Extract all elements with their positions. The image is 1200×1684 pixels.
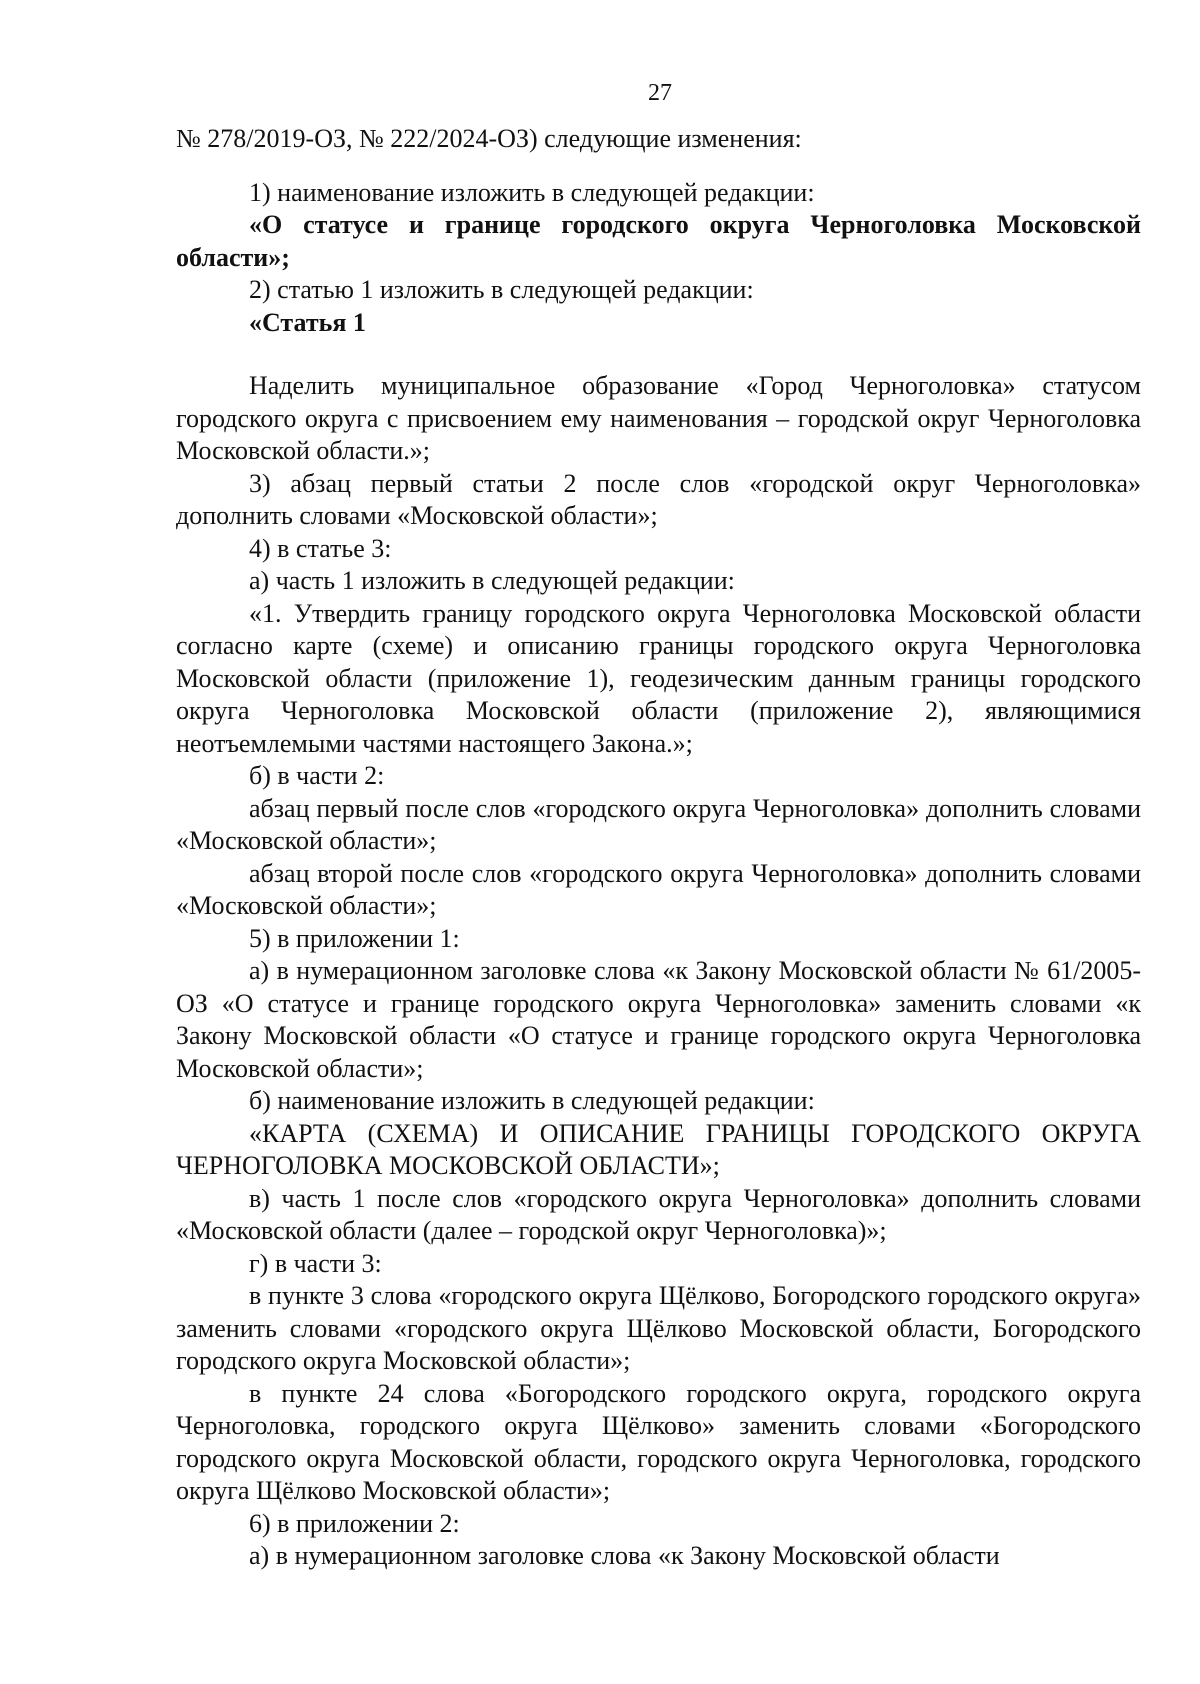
item-4b: б) в части 2: [249, 761, 385, 790]
item-4a-text: «1. Утвердить границу городского округа Черноголовка Московской области согласно карте (схеме) и описанию границы городского округа Черноголовка Московской области (приложение 1), геодезическим данным границы городского округа Черноголовка Московской области (приложение 2), являющимися неотъемлемыми частями настоящего Закона.»; [176, 598, 1141, 758]
new-title: «О статусе и границе городского округа Черноголовка Московской области»; [176, 210, 1141, 272]
item-5: 5) в приложении 1: [249, 923, 460, 953]
item-3: 3) абзац первый статьи 2 после слов «городской округ Черноголовка» дополнить словами «Московской области»; [176, 468, 1141, 530]
item-5g-point-3: в пункте 3 слова «городского округа Щёлково, Богородского городского округа» заменить словами «городского округа Щёлково Московской области, Богородского городского округа Московской области»; [176, 1281, 1141, 1375]
item-4b-first: абзац первый после слов «городского округа Черноголовка» дополнить словами «Московской области»; [176, 793, 1141, 855]
item-5b-text: «КАРТА (СХЕМА) И ОПИСАНИЕ ГРАНИЦЫ ГОРОДСКОГО ОКРУГА ЧЕРНОГОЛОВКА МОСКОВСКОЙ ОБЛАСТИ»; [176, 1118, 1141, 1180]
item-4b-second: абзац второй после слов «городского округа Черноголовка» дополнить словами «Московской области»; [176, 858, 1141, 920]
item-6a: а) в нумерационном заголовке слова «к Закону Московской области [249, 1541, 1000, 1570]
page-number: 27 [648, 80, 672, 106]
item-5g: г) в части 3: [249, 1248, 382, 1278]
item-4: 4) в статье 3: [249, 533, 392, 563]
intro-paragraph: № 278/2019-ОЗ, № 222/2024-ОЗ) следующие изменения: [176, 124, 802, 153]
document-body [176, 123, 1141, 1573]
item-2: 2) статью 1 изложить в следующей редакции: [249, 275, 754, 304]
item-5a: а) в нумерационном заголовке слова «к Закону Московской области № 61/2005-ОЗ «О статусе и границе городского округа Черноголовка» заменить словами «к Закону Московской области «О статусе и границе городского округа Черноголовка Московской области»; [176, 956, 1141, 1083]
item-5g-point-24: в пункте 24 слова «Богородского городского округа, городского округа Черноголовка, городского округа Щёлково» заменить словами «Богородского городского округа Московской области, городского округа Черноголовка, городского округа Щёлково Московской области»; [176, 1378, 1141, 1505]
item-1: 1) наименование изложить в следующей редакции: [249, 177, 815, 207]
item-4a: а) часть 1 изложить в следующей редакции: [249, 566, 735, 595]
item-5b: б) наименование изложить в следующей редакции: [249, 1086, 815, 1115]
article-heading: «Статья 1 [249, 307, 366, 337]
article-1-text: Наделить муниципальное образование «Город Черноголовка» статусом городского округа с присвоением ему наименования – городской округ Черноголовка Московской области.»; [176, 371, 1141, 465]
item-6: 6) в приложении 2: [249, 1508, 460, 1538]
item-5v: в) часть 1 после слов «городского округа Черноголовка» дополнить словами «Московской области (далее – городской округ Черноголовка)»; [176, 1183, 1141, 1245]
